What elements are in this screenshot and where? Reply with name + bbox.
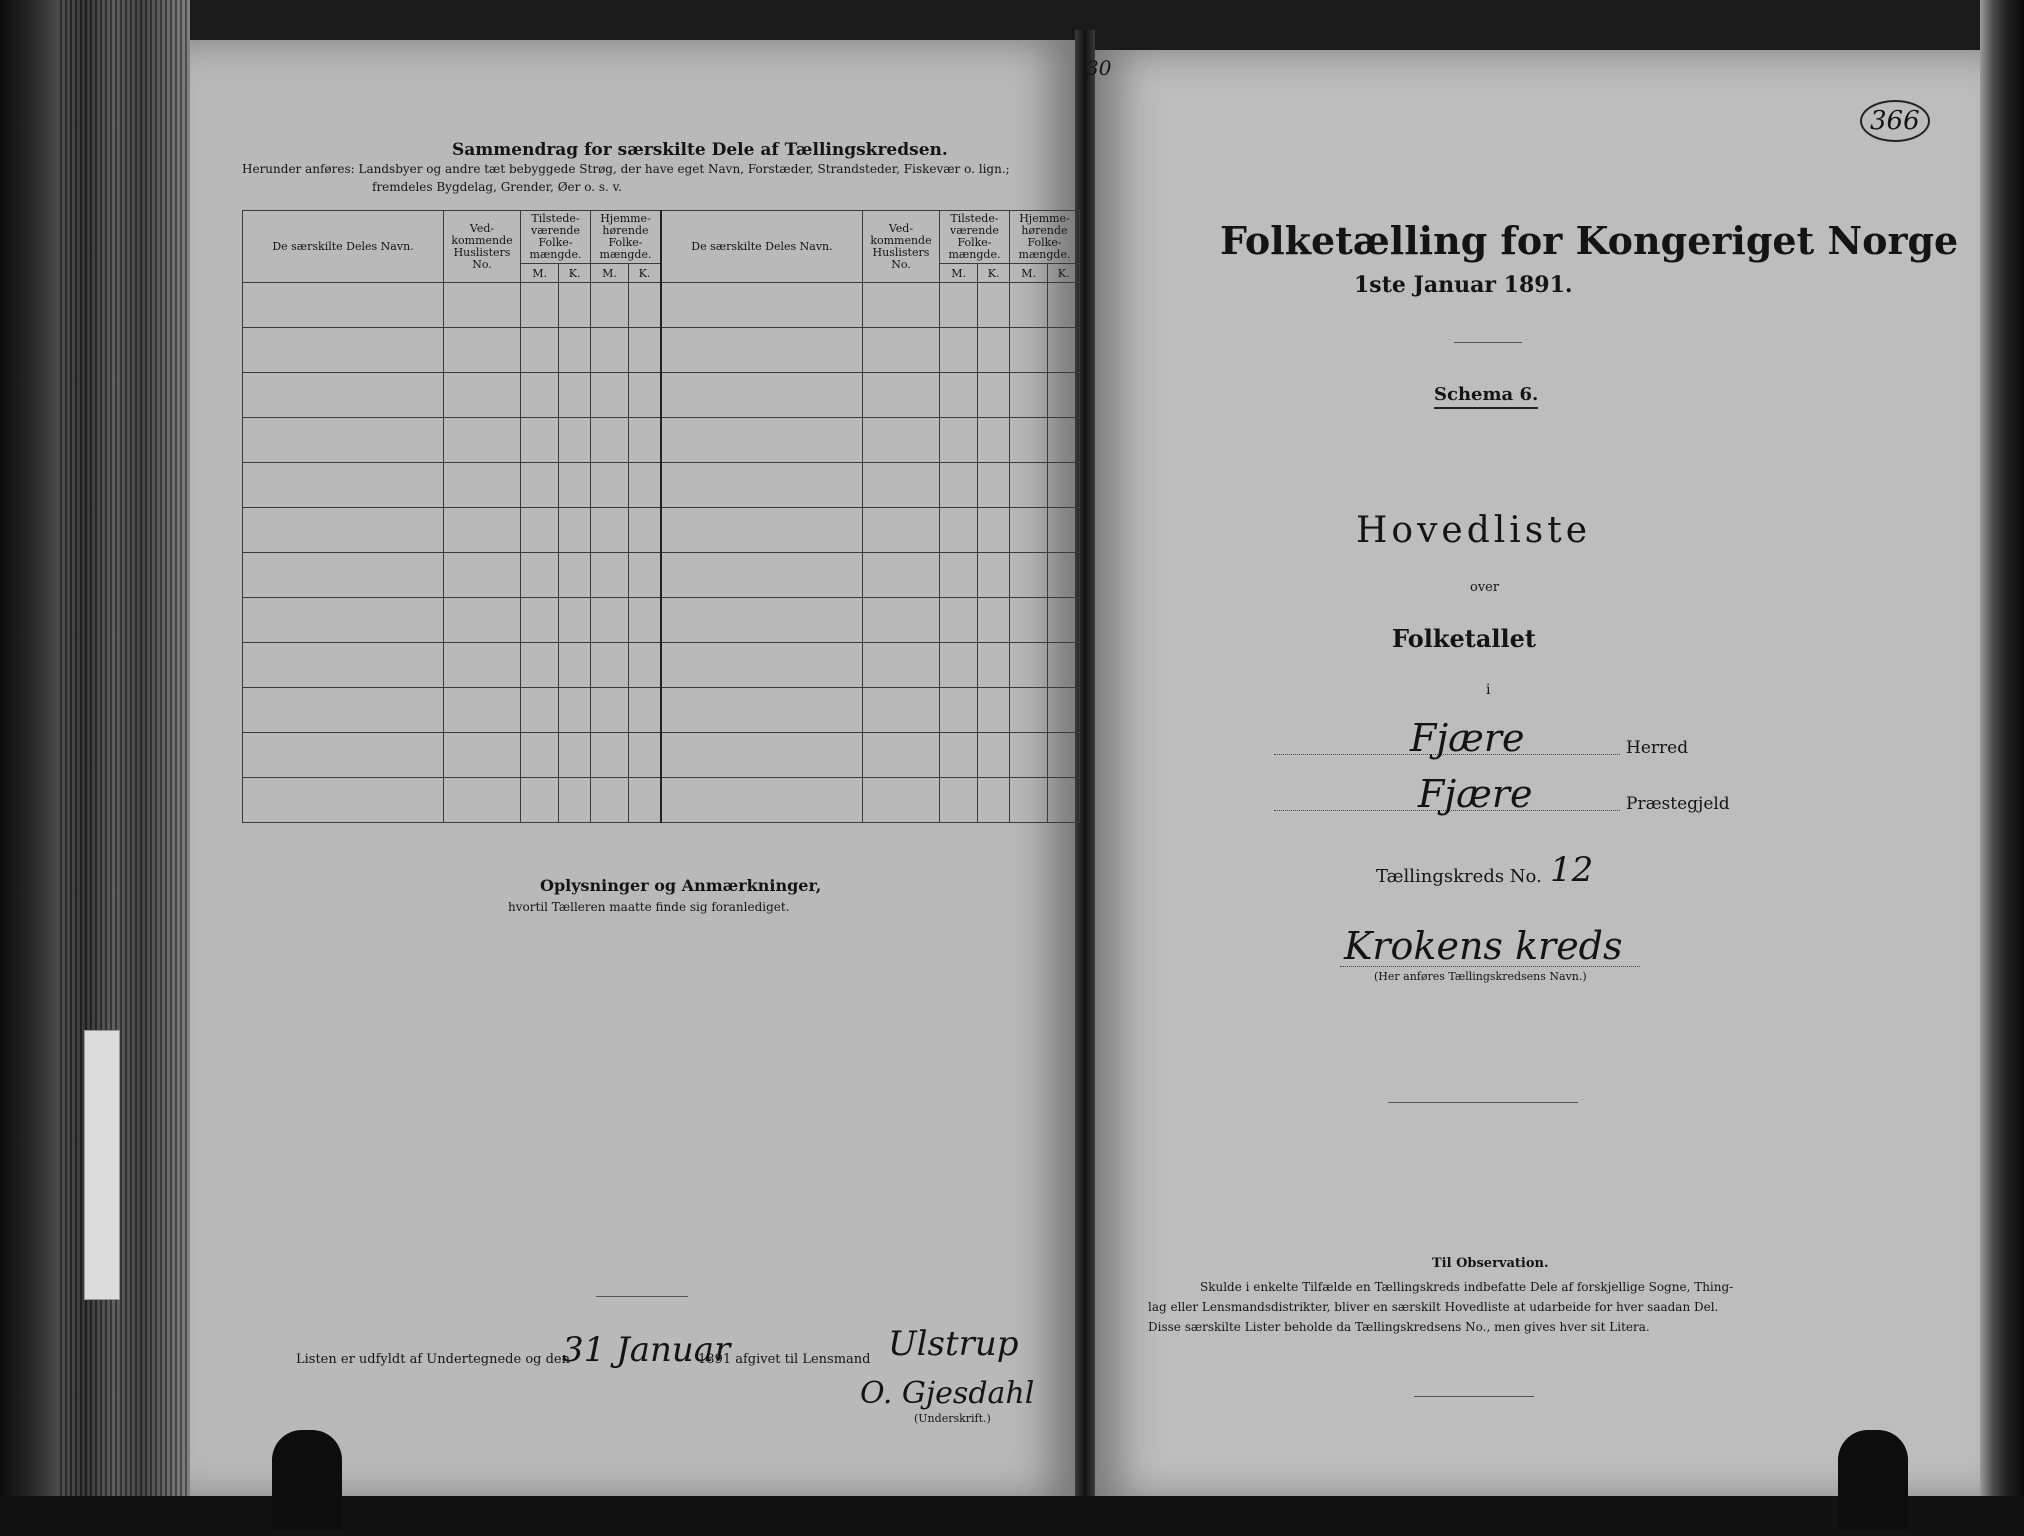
notes-subtitle: hvortil Tælleren maatte finde sig foranlediget. xyxy=(508,900,790,914)
table-row xyxy=(243,778,1080,823)
table-row xyxy=(243,283,1080,328)
k-label: K. xyxy=(628,264,661,283)
table-row xyxy=(243,373,1080,418)
left-subtitle-2: fremdeles Bygdelag, Grender, Øer o. s. v. xyxy=(372,180,622,194)
over-text: over xyxy=(1470,580,1500,595)
col-tilstede-header: Tilstede-værende Folke-mængde. xyxy=(521,211,591,264)
kreds-name-label: (Her anføres Tællingskredsens Navn.) xyxy=(1374,970,1587,983)
table-row xyxy=(243,463,1080,508)
col-name-header-2: De særskilte Deles Navn. xyxy=(661,211,863,283)
folketallet-text: Folketallet xyxy=(1392,624,1536,653)
left-title: Sammendrag for særskilte Dele af Tællingskredsen. xyxy=(452,140,948,160)
observation-line-3: Disse særskilte Lister beholde da Tællingskredsens No., men gives hver sit Litera. xyxy=(1148,1320,1650,1334)
col-husliste-header: Ved-kommende Huslisters No. xyxy=(444,211,521,283)
col-hjemme-header-2: Hjemme-hørende Folke-mængde. xyxy=(1009,211,1079,264)
i-text: i xyxy=(1486,682,1491,698)
table-row xyxy=(243,553,1080,598)
divider xyxy=(1414,1396,1534,1397)
m-label: M. xyxy=(1009,264,1047,283)
divider xyxy=(1388,1102,1578,1103)
col-hjemme-header: Hjemme-hørende Folke-mængde. xyxy=(591,211,661,264)
k-label: K. xyxy=(1048,264,1080,283)
table-row xyxy=(243,418,1080,463)
left-subtitle-1: Herunder anføres: Landsbyer og andre tæt bebyggede Strøg, der have eget Navn, Forstæder, Strandsteder, Fiskevær o. lign.; xyxy=(242,162,1010,176)
footer-prefix: Listen er udfyldt af Undertegnede og den xyxy=(296,1352,570,1367)
herred-value-handwritten: Fjære xyxy=(1410,716,1525,760)
table-row xyxy=(243,328,1080,373)
table-row xyxy=(243,733,1080,778)
table-row xyxy=(243,598,1080,643)
observation-title: Til Observation. xyxy=(1432,1256,1549,1271)
m-label: M. xyxy=(939,264,977,283)
main-heading: Folketælling for Kongeriget Norge xyxy=(1220,218,1959,263)
lensmand-handwritten: Ulstrup xyxy=(888,1324,1019,1364)
schema-label: Schema 6. xyxy=(1434,384,1538,409)
notes-title: Oplysninger og Anmærkninger, xyxy=(540,876,822,895)
divider xyxy=(1454,342,1522,343)
observation-line-1: Skulde i enkelte Tilfælde en Tællingskreds indbefatte Dele af forskjellige Sogne, Thing- xyxy=(1200,1280,1734,1294)
table-row xyxy=(243,508,1080,553)
signature-handwritten: O. Gjesdahl xyxy=(860,1376,1035,1411)
kreds-name-line xyxy=(1340,966,1640,967)
divider xyxy=(596,1296,688,1297)
stamp-number: 366 xyxy=(1860,100,1930,142)
paper-tab xyxy=(84,1030,120,1300)
clip-left xyxy=(272,1430,342,1530)
book-edge-right xyxy=(1980,0,2024,1536)
footer-year: 1891 afgivet til Lensmand xyxy=(698,1352,871,1367)
m-label: M. xyxy=(521,264,559,283)
prestegjeld-label: Præstegjeld xyxy=(1626,794,1730,814)
page-number-corner: 30 xyxy=(1086,56,1112,80)
signature-label: (Underskrift.) xyxy=(914,1412,991,1425)
col-tilstede-header-2: Tilstede-værende Folke-mængde. xyxy=(939,211,1009,264)
k-label: K. xyxy=(978,264,1010,283)
prestegjeld-value-handwritten: Fjære xyxy=(1418,772,1533,816)
table-row xyxy=(243,643,1080,688)
m-label: M. xyxy=(591,264,629,283)
kreds-number-handwritten: 12 xyxy=(1550,850,1594,890)
footer-date-handwritten: 31 Januar xyxy=(562,1330,731,1370)
kreds-name-handwritten: Krokens kreds xyxy=(1344,924,1623,968)
col-husliste-header-2: Ved-kommende Huslisters No. xyxy=(862,211,939,283)
summary-table xyxy=(242,210,1080,823)
observation-line-2: lag eller Lensmandsdistrikter, bliver en særskilt Hovedliste at udarbeide for hver saadan Del. xyxy=(1148,1300,1719,1314)
kreds-label: Tællingskreds No. xyxy=(1376,866,1542,887)
table-row xyxy=(243,688,1080,733)
k-label: K. xyxy=(559,264,591,283)
page-edges xyxy=(60,0,190,1536)
herred-label: Herred xyxy=(1626,738,1689,758)
clip-right xyxy=(1838,1430,1908,1530)
col-name-header: De særskilte Deles Navn. xyxy=(243,211,444,283)
hovedliste-title: Hovedliste xyxy=(1356,510,1592,551)
census-date: 1ste Januar 1891. xyxy=(1354,272,1573,298)
